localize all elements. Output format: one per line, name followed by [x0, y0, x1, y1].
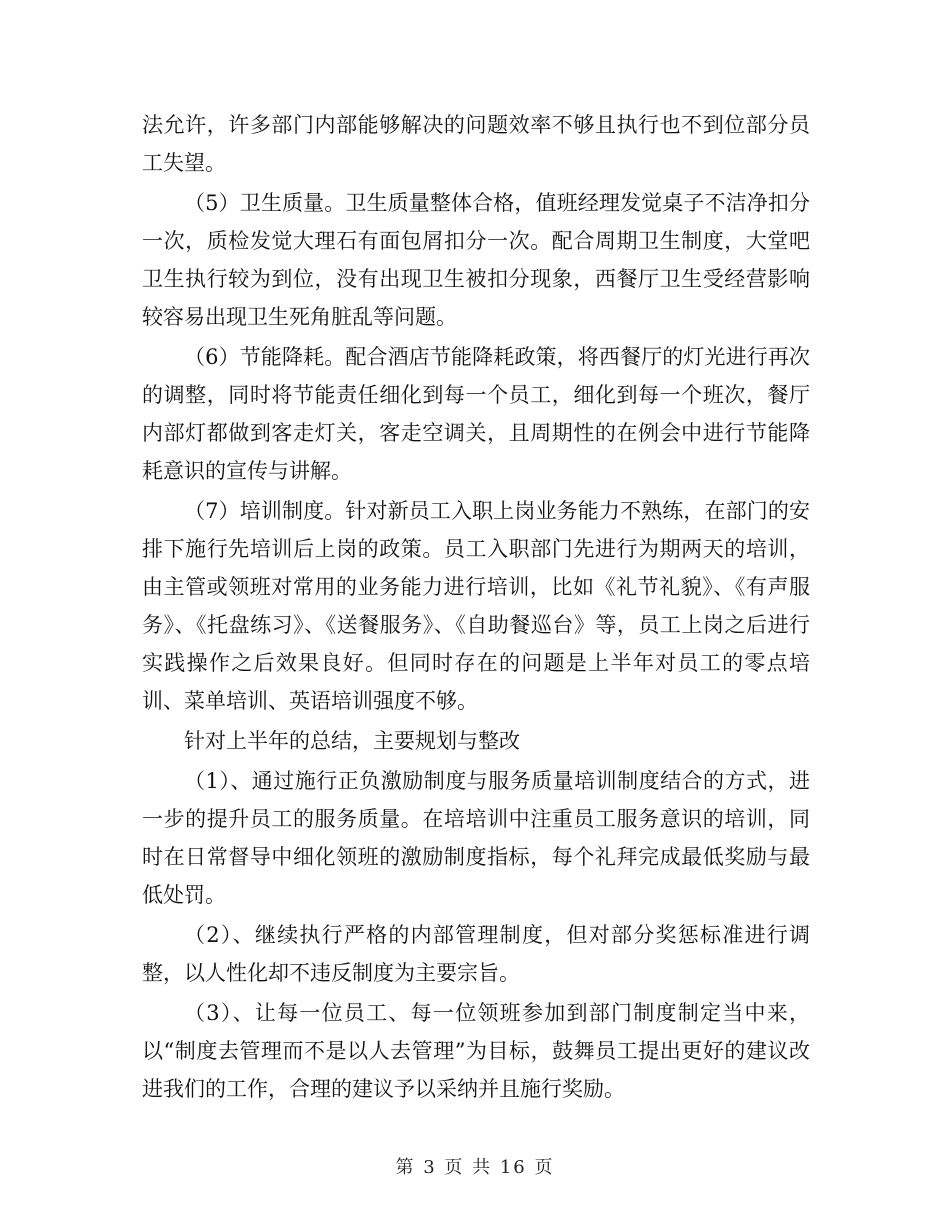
paragraph-2: （5）卫生质量。卫生质量整体合格，值班经理发觉桌子不洁净扣分一次，质检发觉大理石有面包屑扣分一次。配合周期卫生制度，大堂吧卫生执行较为到位，没有出现卫生被扣分现象，西餐厅卫生受经营影响较容易出现卫生死角脏乱等问题。: [142, 191, 810, 329]
paragraph-4: （7）培训制度。针对新员工入职上岗业务能力不熟练，在部门的安排下施行先培训后上岗的政策。员工入职部门先进行为期两天的培训，由主管或领班对常用的业务能力进行培训，比如《礼节礼貌》、《有声服务》、《托盘练习》、《送餐服务》、《自助餐巡台》等，员工上岗之后进行实践操作之后效果良好。但同时存在的问题是上半年对员工的零点培训、菜单培训、英语培训强度不够。: [142, 499, 810, 713]
paragraph-7: （2）、继续执行严格的内部管理制度，但对部分奖惩标准进行调整，以人性化却不违反制度为主要宗旨。: [142, 923, 810, 985]
paragraph-6: （1）、通过施行正负激励制度与服务质量培训制度结合的方式，进一步的提升员工的服务质量。在培培训中注重员工服务意识的培训，同时在日常督导中细化领班的激励制度指标，每个礼拜完成最低奖励与最低处罚。: [142, 769, 810, 907]
paragraph-1: 法允许，许多部门内部能够解决的问题效率不够且执行也不到位部分员工失望。: [142, 113, 810, 175]
paragraph-3: （6）节能降耗。配合酒店节能降耗政策，将西餐厅的灯光进行再次的调整，同时将节能责任细化到每一个员工，细化到每一个班次，餐厅内部灯都做到客走灯关，客走空调关，且周期性的在例会中进行节能降耗意识的宣传与讲解。: [142, 345, 810, 483]
page-number: 第 3 页 共 16 页: [395, 1157, 555, 1178]
document-body: [142, 106, 810, 1108]
paragraph-5: 针对上半年的总结，主要规划与整改: [184, 729, 520, 753]
paragraph-8: （3）、让每一位员工、每一位领班参加到部门制度制定当中来，以“制度去管理而不是以人去管理”为目标，鼓舞员工提出更好的建议改进我们的工作，合理的建议予以采纳并且施行奖励。: [142, 1001, 810, 1101]
